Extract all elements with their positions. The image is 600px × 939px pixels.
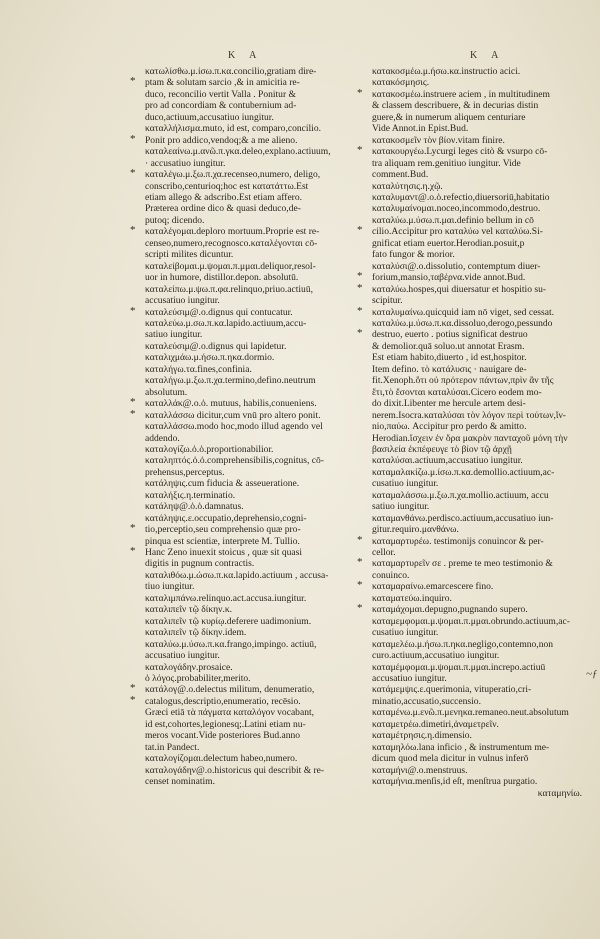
text-line	[145, 89, 360, 100]
line-text: καταμέτρησις.η.dimensio.	[372, 730, 472, 742]
asterisk-marker-icon: *	[357, 270, 363, 283]
line-text: putoq; dicendo.	[145, 214, 205, 226]
text-line	[372, 215, 590, 226]
line-text: καταλιμπάνω.relinquo.act.accusa.iungitur.	[145, 592, 307, 604]
line-text: κατωλίσθω.μ.ίσω.π.κα.concilio,gratiam dire-	[145, 66, 317, 77]
line-text: καταλλήλισμα.muto, id est, comparo,concilio.	[145, 123, 321, 135]
line-text: nerem.Isocra.καταλύσαι τὸν λόγον περὶ τούτων,ἵν-	[372, 409, 566, 421]
line-text: ὁ λόγος.probabiliter,merito.	[145, 673, 251, 685]
line-text: καταλυμαίνω.quicquid iam nō viget, sed cessat.	[372, 306, 555, 318]
text-line	[145, 318, 360, 329]
asterisk-marker-icon: *	[357, 579, 363, 592]
line-text: καταλογίζομαι.delectum habeo,numero.	[145, 753, 298, 765]
line-text: καταμένω.μ.ενῶ.π.μενηκα.remaneo.neut.absolutum	[372, 707, 569, 719]
line-text: κατάληψις.cum fiducia & asseueratione.	[145, 478, 300, 490]
line-text: Vide Annot.in Epist.Bud.	[372, 123, 469, 135]
text-line	[145, 341, 360, 352]
line-text: gnificat etiam euertor.Herodian.posuit,p	[372, 237, 525, 249]
line-text: · accusatiuo iungitur.	[145, 157, 226, 169]
text-line	[145, 192, 360, 203]
text-line	[145, 100, 360, 111]
line-text: καταληπτός.ὁ.ὁ.comprehensibilis,cognitus, cō-	[145, 455, 324, 467]
line-text: καταλιχμάω.μ.ήσω.π.ηκα.dormio.	[145, 352, 275, 364]
text-line	[357, 86, 590, 100]
line-text: Herodian.ἴσχειν ἐν ὅρα μακρὸν πανταχοῦ μόνη τὴν	[372, 432, 568, 444]
text-line	[372, 616, 590, 627]
line-text: forium,mansio,ταβέρνα.vide annot.Bud.	[372, 272, 526, 284]
text-line	[145, 181, 360, 192]
text-line	[372, 203, 590, 214]
text-line	[145, 581, 360, 592]
line-text: καταλλάσσω dicitur,cum vnū pro altero ponit.	[145, 409, 321, 421]
text-line	[357, 304, 590, 318]
line-text: pinqua est scientiæ, interprete M. Tullio.	[145, 535, 300, 547]
line-text: etiam allego & adscribo.Est etiam affero.	[145, 191, 303, 203]
line-text: καταλεύσιμ@.ο.dignus qui contucatur.	[145, 306, 293, 318]
line-text: gitur.requiro.μανθάνω.	[372, 524, 459, 536]
line-text: tio,perceptio,seu comprehensio quæ pro-	[145, 524, 301, 536]
text-line	[130, 693, 360, 707]
text-line	[372, 77, 590, 88]
text-line	[357, 144, 590, 158]
line-text: accusatiuo iungitur.	[145, 650, 220, 662]
line-text: καταματεύω.inquiro.	[372, 592, 452, 604]
text-line	[372, 662, 590, 673]
text-line	[357, 270, 590, 284]
line-text: καταμελέω.μ.ήσω.π.ηκα.negligo,contemno,non	[372, 638, 554, 650]
left-running-head: K A	[228, 50, 263, 61]
right-running-head: K A	[470, 50, 505, 61]
text-line	[145, 604, 360, 615]
asterisk-marker-icon: *	[130, 693, 136, 706]
text-line	[130, 407, 360, 421]
asterisk-marker-icon: *	[130, 167, 136, 180]
asterisk-marker-icon: *	[357, 602, 363, 615]
text-line	[145, 753, 360, 764]
asterisk-marker-icon: *	[130, 682, 136, 695]
text-line	[372, 696, 590, 707]
text-line	[145, 387, 360, 398]
asterisk-marker-icon: *	[130, 545, 136, 558]
text-line	[145, 570, 360, 581]
text-line	[372, 444, 590, 455]
asterisk-marker-icon: *	[357, 144, 363, 157]
line-text: Est etiam habito,diuerto , id est,hospitor.	[372, 352, 527, 364]
line-text: καταλύω.μ.ύσω.π.κα.frango,impingo. actiuū,	[145, 638, 317, 650]
line-text: βασιλεία ἐκπέφευγε τὸ βίον τῷ ἀρχῇ	[372, 443, 512, 455]
line-text: satiuo iungitur.	[372, 501, 430, 513]
text-line	[145, 455, 360, 466]
text-line	[372, 410, 590, 421]
text-line	[372, 112, 590, 123]
line-text: καταμαρτυρεῖν σε . preme te meo testimonio &	[372, 558, 553, 570]
line-text: Græci etiā τὰ πάγματα καταλόγον vocabant,	[145, 707, 315, 719]
text-line	[145, 765, 360, 776]
line-text: conscribo,centurioq;hoc est κατατάττω.Est	[145, 180, 309, 192]
text-line	[145, 593, 360, 604]
text-line	[372, 123, 590, 134]
line-text: κατακοσμέω.μ.ήσω.κα.instructio acici.	[372, 66, 521, 77]
line-text: καταμαλάσσω.μ.ξω.π.χα.mollio.actiuum, accu	[372, 489, 549, 501]
line-text: καταλιπεῖν τῷ δίκην.κ.	[145, 604, 233, 616]
line-text: καταμετρέω.dimetiri,ἀναμετρεῖν.	[372, 718, 499, 730]
text-line	[372, 467, 590, 478]
asterisk-marker-icon: *	[130, 522, 136, 535]
line-text: καταμαραίνω.emarcescere fino.	[372, 581, 494, 593]
text-line	[145, 742, 360, 753]
asterisk-marker-icon: *	[357, 86, 363, 99]
text-line	[145, 444, 360, 455]
text-line	[372, 501, 590, 512]
line-text: comment.Bud.	[372, 169, 429, 181]
line-text: κατάληψις.ε.occupatio,deprehensio,cogni-	[145, 512, 307, 524]
line-text: καταλήγω.μ.ξω.π.χα.termino,defino.neutrum	[145, 375, 316, 387]
line-text: καταλογίζω.ὁ.ὁ.proportionabilior.	[145, 443, 274, 455]
asterisk-marker-icon: *	[357, 327, 363, 340]
line-text: καταμήνι@.ο.menstruus.	[372, 764, 468, 776]
line-text: κατάμεμψις.ε.querimonia, vituperatio,cri-	[372, 684, 532, 696]
line-text: καταμαλακίζω.μ.ίσω.π.κα.demollio.actiuum,ac-	[372, 466, 555, 478]
text-line	[130, 224, 360, 238]
text-line	[145, 421, 360, 432]
line-text: καταμεμφομαι.μ.ψομαι.π.μμαι.obrundo.actiuum,ac-	[372, 615, 570, 627]
line-text: do dixit.Libenter me hercule artem desi-	[372, 398, 526, 410]
line-text: fato fungor & morior.	[372, 249, 455, 261]
line-text: & classem describuere, & in decurias distin	[372, 100, 539, 112]
line-text: tra aliquam rem.genitiuo iungitur. Vide	[372, 157, 521, 169]
line-text: καταμηλόω.lana inficio , & instrumentum me-	[372, 741, 550, 753]
line-text: κατακοσμέω.instruere aciem , in multitudinem	[372, 88, 550, 100]
asterisk-marker-icon: *	[357, 281, 363, 294]
text-line	[372, 673, 590, 684]
text-line	[372, 375, 590, 386]
catchword: καταμηνίω.	[537, 787, 582, 799]
line-text: καταλογάδην.prosaice.	[145, 661, 233, 673]
line-text: fit.Xenoph.ὅτι οὐ πρότερον πάντων,πρὶν ἂν τῆς	[372, 375, 554, 387]
line-text: digitis in pugnum contractis.	[145, 558, 255, 570]
line-text: καταλυμαίνομαι.noceo,incommodo,destruo.	[372, 203, 541, 215]
line-text: καταλεύσιμ@.ο.dignus qui lapidetur.	[145, 340, 287, 352]
line-text: tat.in Pandect.	[145, 741, 200, 753]
line-text: & demolior.quā soluo.ut annotat Erasm.	[372, 340, 525, 352]
text-line	[145, 501, 360, 512]
line-text: καταλύσι@.ο.dissolutio, contemptum diuer-	[372, 260, 541, 272]
asterisk-marker-icon: *	[130, 75, 136, 88]
text-line	[130, 304, 360, 318]
text-line	[372, 593, 590, 604]
line-text: καταλύω.μ.ύσω.π.μαι.definio bellum in cō	[372, 214, 534, 226]
line-text: κατακοσμεῖν τὸν βίον.vitam finire.	[372, 134, 505, 146]
asterisk-marker-icon: *	[357, 533, 363, 546]
text-line	[145, 272, 360, 283]
text-line	[372, 730, 590, 741]
text-line	[130, 167, 360, 181]
text-line	[372, 570, 590, 581]
text-line	[145, 467, 360, 478]
text-line	[130, 682, 360, 696]
text-line	[130, 545, 360, 559]
line-text: καταλλάσσω.modo hoc,modo illud agendo vel	[145, 421, 323, 433]
text-line	[145, 639, 360, 650]
text-line	[372, 135, 590, 146]
line-text: καταλείβομαι.μ.ψομαι.π.μμαι.deliquor,resol-	[145, 260, 316, 272]
text-line	[372, 352, 590, 363]
text-line	[130, 75, 360, 89]
line-text: scripti milites dicuntur.	[145, 249, 234, 261]
margin-annotation-mark: ~ƒ	[586, 668, 598, 680]
text-line	[372, 776, 590, 787]
asterisk-marker-icon: *	[130, 407, 136, 420]
line-text: καταλέγω.μ.ξω.π.χα.recenseo,numero, deligo,	[145, 169, 321, 181]
text-line	[145, 776, 360, 787]
line-text: tiuo iungitur.	[145, 581, 195, 593]
line-text: dicum quod mela dicitur in vulnus inferō	[372, 753, 529, 765]
text-line	[145, 662, 360, 673]
text-line	[145, 249, 360, 260]
text-line	[372, 650, 590, 661]
text-line	[372, 765, 590, 776]
text-line	[145, 490, 360, 501]
text-line	[372, 295, 590, 306]
line-text: cusatiuo iungitur.	[372, 478, 439, 490]
line-text: censeo,numero,recognosco.καταλέγονται cō-	[145, 237, 318, 249]
line-text: κατακουργέω.Lycurgi leges citò & vsurpo cō-	[372, 146, 548, 158]
text-line	[145, 730, 360, 741]
text-line	[372, 684, 590, 695]
text-line	[145, 66, 360, 77]
line-text: Præterea ordine dico & quasi deduco,de-	[145, 203, 301, 215]
text-line	[372, 524, 590, 535]
text-line	[372, 192, 590, 203]
text-line	[372, 455, 590, 466]
line-text: καταλύω.μ.ύσω.π.κα.dissoluo,derogo,pessundo	[372, 317, 553, 329]
asterisk-marker-icon: *	[357, 304, 363, 317]
text-line	[372, 398, 590, 409]
text-line	[357, 556, 590, 570]
line-text: καταλογάδην@.ο.historicus qui describit & re-	[145, 764, 325, 776]
text-line	[145, 364, 360, 375]
text-line	[145, 673, 360, 684]
line-text: uor in humore, distillor.depon. absolutū.	[145, 272, 299, 284]
line-text: prehensus,perceptus.	[145, 466, 225, 478]
text-line	[372, 249, 590, 260]
asterisk-marker-icon: *	[357, 224, 363, 237]
text-line	[372, 719, 590, 730]
text-line	[145, 558, 360, 569]
text-line	[145, 284, 360, 295]
text-line	[372, 421, 590, 432]
text-line	[357, 579, 590, 593]
line-text: absolutum.	[145, 386, 188, 398]
text-line	[145, 513, 360, 524]
line-text: καταμήνια.menſis,id eſt, menſtrua purgatio.	[372, 776, 538, 788]
line-text: καταλεύω.μ.σω.π.κα.lapido.actiuum,accu-	[145, 317, 307, 329]
text-line	[130, 522, 360, 536]
text-line	[372, 707, 590, 718]
text-line	[145, 616, 360, 627]
text-line	[372, 547, 590, 558]
text-line	[357, 281, 590, 295]
text-line	[145, 627, 360, 638]
text-line	[130, 132, 360, 146]
text-line	[372, 169, 590, 180]
line-text: καταλείπω.μ.ψω.π.φα.relinquo,priuo.actiuū,	[145, 283, 313, 295]
line-text: Ponit pro addico,vendoq;& a me alieno.	[145, 134, 298, 146]
text-line	[145, 215, 360, 226]
text-line	[372, 387, 590, 398]
text-line	[145, 112, 360, 123]
text-line	[145, 719, 360, 730]
text-line	[357, 533, 590, 547]
line-text: ptam & solutam sarcio ,& in amicitia re-	[145, 77, 300, 89]
line-text: κατάλογ@.ο.delectus militum, denumeratio,	[145, 684, 315, 696]
text-line	[145, 352, 360, 363]
line-text: καταλιπεῖν τῷ κυρίῳ.deferere uadimonium.	[145, 615, 312, 627]
text-line	[145, 375, 360, 386]
line-text: scipitur.	[372, 295, 403, 307]
text-line	[372, 639, 590, 650]
text-line	[372, 261, 590, 272]
line-text: καταλιθόω.μ.ώσω.π.κα.lapido.actiuum , accusa-	[145, 569, 329, 581]
line-text: guere,& in numerum aliquem centuriare	[372, 111, 526, 123]
text-line	[372, 513, 590, 524]
line-text: καταμαρτυρέω. testimonijs conuincor & per-	[372, 535, 544, 547]
line-text: καταμέμφομαι.μ.ψομαι.π.μμαι.increpo.actiuū	[372, 661, 546, 673]
text-line	[145, 123, 360, 134]
text-line	[145, 650, 360, 661]
line-text: pro ad concordiam & contubernium ad-	[145, 100, 297, 112]
text-line	[357, 224, 590, 238]
line-text: καταλλάκ@.ο.ὁ. mutuus, habilis,conueniens.	[145, 398, 317, 410]
asterisk-marker-icon: *	[130, 132, 136, 145]
line-text: meros vocant.Vide posteriores Bud.anno	[145, 730, 301, 742]
line-text: conuinco.	[372, 569, 410, 581]
text-line	[145, 203, 360, 214]
line-text: καταλήξις.η.terminatio.	[145, 489, 236, 501]
line-text: Item defino. τὸ κατάλυσις · nauigare de-	[372, 363, 527, 375]
text-line	[372, 753, 590, 764]
right-column	[357, 66, 590, 799]
line-text: accusatiuo iungitur.	[145, 295, 220, 307]
text-line	[372, 181, 590, 192]
line-text: catalogus,descriptio,enumeratio, recēsio.	[145, 695, 301, 707]
text-line	[145, 707, 360, 718]
text-line	[145, 295, 360, 306]
line-text: cellor.	[372, 547, 396, 559]
line-text: καταλύσαι.actiuum,accusatiuo iungitur.	[372, 455, 523, 467]
line-text: καταμανθάνω.perdisco.actiuum,accusatiuo iun-	[372, 512, 554, 524]
line-text: καταλήγω.τα.fines,confinia.	[145, 363, 252, 375]
text-line	[372, 66, 590, 77]
text-line	[145, 158, 360, 169]
text-line	[145, 478, 360, 489]
line-text: duco, reconcilio vertit Valla . Ponitur &	[145, 88, 296, 100]
line-text: καταλιπεῖν τῷ δίκην.idem.	[145, 627, 247, 639]
text-line	[145, 146, 360, 157]
text-line	[357, 327, 590, 341]
line-text: minatio,accusatio,succensio.	[372, 695, 481, 707]
line-text: accusatiuo iungitur.	[372, 673, 447, 685]
line-text: καταμάχομαι.depugno,pugnando supero.	[372, 604, 528, 616]
line-text: duco,actiuum,accusatiuo iungitur.	[145, 111, 274, 123]
text-line	[145, 433, 360, 444]
line-text: καταλύω.hospes,qui diuersatur et hospitio su-	[372, 283, 547, 295]
line-text: curo.actiuum,accusatiuo iungitur.	[372, 650, 500, 662]
asterisk-marker-icon: *	[357, 556, 363, 569]
text-line	[145, 261, 360, 272]
line-text: καταλέγομαι.deploro mortuum.Proprie est re-	[145, 226, 320, 238]
line-text: cusatiuo iungitur.	[372, 627, 439, 639]
text-line	[372, 364, 590, 375]
line-text: καταλυμαντ@.ο.ὁ.refectio,diuersoriū,habitatio	[372, 191, 550, 203]
text-line	[130, 396, 360, 410]
text-line	[372, 742, 590, 753]
text-line	[145, 536, 360, 547]
line-text: καταλεαίνω.μ.ανῶ.π.γκα.deleo,explano.actiuum,	[145, 146, 331, 158]
text-line	[372, 318, 590, 329]
text-line	[145, 238, 360, 249]
left-column	[130, 66, 360, 788]
text-line	[372, 490, 590, 501]
text-line	[372, 158, 590, 169]
text-line	[357, 602, 590, 616]
line-text: cilio.Accipitur pro καταλύω vel καταλύω.Si-	[372, 226, 543, 238]
line-text: destruo, euerto . potius significat destruo	[372, 329, 528, 341]
line-text: ἔτι,τὸ ἔσονται καταλύσαι.Cicero eodem mo-	[372, 386, 542, 398]
text-line	[372, 433, 590, 444]
line-text: καταλύτησις.η.χῷ.	[372, 180, 443, 192]
asterisk-marker-icon: *	[130, 224, 136, 237]
line-text: id est,cohortes,legionesq;.Latini etiam nu-	[145, 718, 306, 730]
asterisk-marker-icon: *	[130, 304, 136, 317]
line-text: Hanc Zeno inuexit stoicus , quæ sit quasi	[145, 547, 302, 559]
text-line	[372, 341, 590, 352]
line-text: nio,παύω. Accipitur pro perdo & amitto.	[372, 421, 527, 433]
text-line	[372, 100, 590, 111]
line-text: addendo.	[145, 432, 180, 444]
asterisk-marker-icon: *	[130, 396, 136, 409]
line-text: κατακόσμησις.	[372, 77, 430, 89]
text-line	[372, 478, 590, 489]
text-line	[372, 627, 590, 638]
text-line	[372, 238, 590, 249]
text-line	[145, 329, 360, 340]
line-text: κατάληψ@.ὁ.ὁ.damnatus.	[145, 501, 244, 513]
line-text: satiuo iungitur.	[145, 329, 203, 341]
line-text: censet nominatim.	[145, 776, 215, 788]
